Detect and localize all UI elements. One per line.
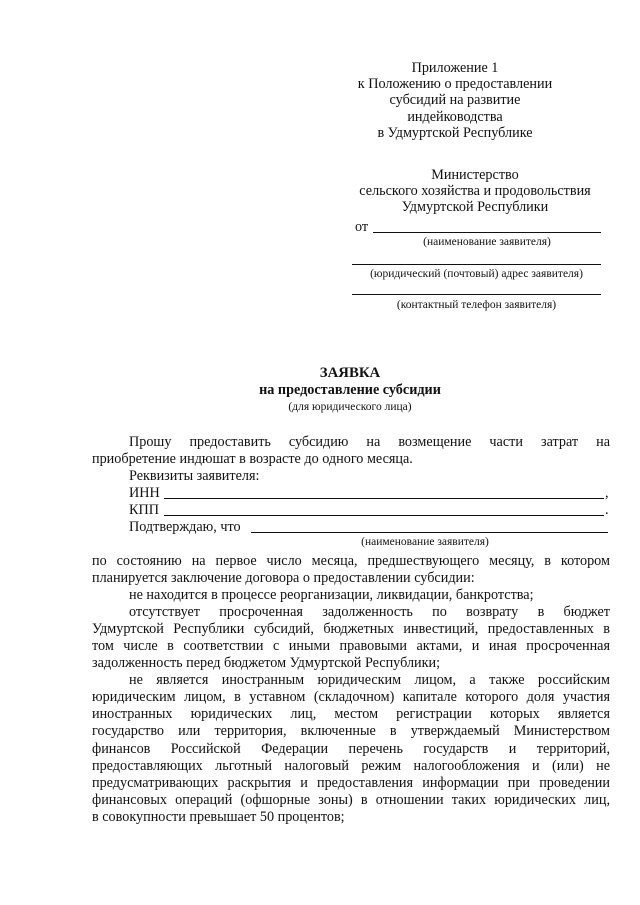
paragraph-line: финансов Российской Федерации перечень государств и территорий, bbox=[92, 741, 610, 757]
kpp-field[interactable] bbox=[164, 515, 604, 516]
document-title: ЗАЯВКА bbox=[319, 365, 381, 381]
paragraph-line: том числе в соответствии с иными правовыми актами, и иная просроченная bbox=[92, 638, 610, 654]
inn-end: , bbox=[605, 485, 609, 501]
paragraph-line: финансовых операций (офшорные зоны) в отношении таких юридических лиц, bbox=[92, 792, 610, 808]
paragraph-line: в совокупности превышает 50 процентов; bbox=[92, 809, 345, 825]
kpp-end: . bbox=[605, 502, 609, 518]
request-line: Прошу предоставить субсидию на возмещение части затрат на bbox=[129, 434, 610, 450]
paragraph-line: не является иностранным юридическим лицом, а также российским bbox=[129, 672, 610, 688]
confirm-applicant-field[interactable] bbox=[251, 532, 608, 533]
paragraph-line: Удмуртской Республики субсидий, бюджетных инвестиций, предоставленных в bbox=[92, 621, 610, 637]
paragraph-line: отсутствует просроченная задолженность по возврату в бюджет bbox=[129, 604, 610, 620]
addressee-line: сельского хозяйства и продовольствия bbox=[359, 183, 591, 200]
applicant-phone-caption: (контактный телефон заявителя) bbox=[396, 299, 557, 311]
appendix-line: индейководства bbox=[407, 108, 503, 125]
paragraph-line: государство или территория, включенные в утверждаемый Министерством bbox=[92, 723, 610, 739]
addressee-line: Министерство bbox=[431, 167, 519, 183]
document-note: (для юридического лица) bbox=[288, 401, 412, 413]
applicant-address-caption: (юридический (почтовый) адрес заявителя) bbox=[370, 268, 583, 280]
applicant-address-field[interactable] bbox=[352, 264, 601, 265]
addressee-block bbox=[330, 167, 620, 216]
request-line: приобретение индюшат в возрасте до одного месяца. bbox=[92, 451, 413, 467]
inn-field[interactable] bbox=[164, 498, 604, 499]
paragraph-line: планируется заключение договора о предоставлении субсидии: bbox=[92, 570, 475, 586]
appendix-block bbox=[340, 60, 570, 141]
applicant-name-field[interactable] bbox=[373, 232, 601, 233]
paragraph-line: иностранных юридических лиц, местом регистрации которых является bbox=[92, 706, 610, 722]
paragraph-line: задолженность перед бюджетом Удмуртской Республики; bbox=[92, 655, 441, 671]
kpp-label: КПП bbox=[129, 502, 159, 518]
paragraph-line: юридическим лицом, в уставном (складочном) капитале которого доля участия bbox=[92, 689, 610, 705]
addressee-line: Удмуртской Республики bbox=[401, 199, 549, 216]
appendix-line: субсидий на развитие bbox=[389, 92, 521, 109]
inn-label: ИНН bbox=[129, 485, 160, 501]
confirm-label: Подтверждаю, что bbox=[129, 519, 241, 535]
appendix-title: Приложение 1 bbox=[411, 60, 499, 76]
confirm-caption: (наименование заявителя) bbox=[361, 536, 489, 548]
paragraph-line: по состоянию на первое число месяца, предшествующего месяцу, в котором bbox=[92, 553, 610, 569]
appendix-line: к Положению о предоставлении bbox=[357, 76, 553, 93]
document-subtitle: на предоставление субсидии bbox=[259, 382, 441, 398]
requisites-label: Реквизиты заявителя: bbox=[129, 468, 260, 484]
paragraph-line: не находится в процессе реорганизации, ликвидации, банкротства; bbox=[129, 587, 534, 603]
paragraph-line: предоставляющих льготный налоговый режим налогообложения и (или) не bbox=[92, 758, 610, 774]
paragraph-line: предусматривающих раскрытия и предоставления информации при проведении bbox=[92, 775, 610, 791]
appendix-line: в Удмуртской Республике bbox=[377, 124, 533, 141]
from-label: от bbox=[355, 219, 369, 235]
applicant-name-caption: (наименование заявителя) bbox=[423, 236, 551, 248]
applicant-phone-field[interactable] bbox=[352, 294, 601, 295]
